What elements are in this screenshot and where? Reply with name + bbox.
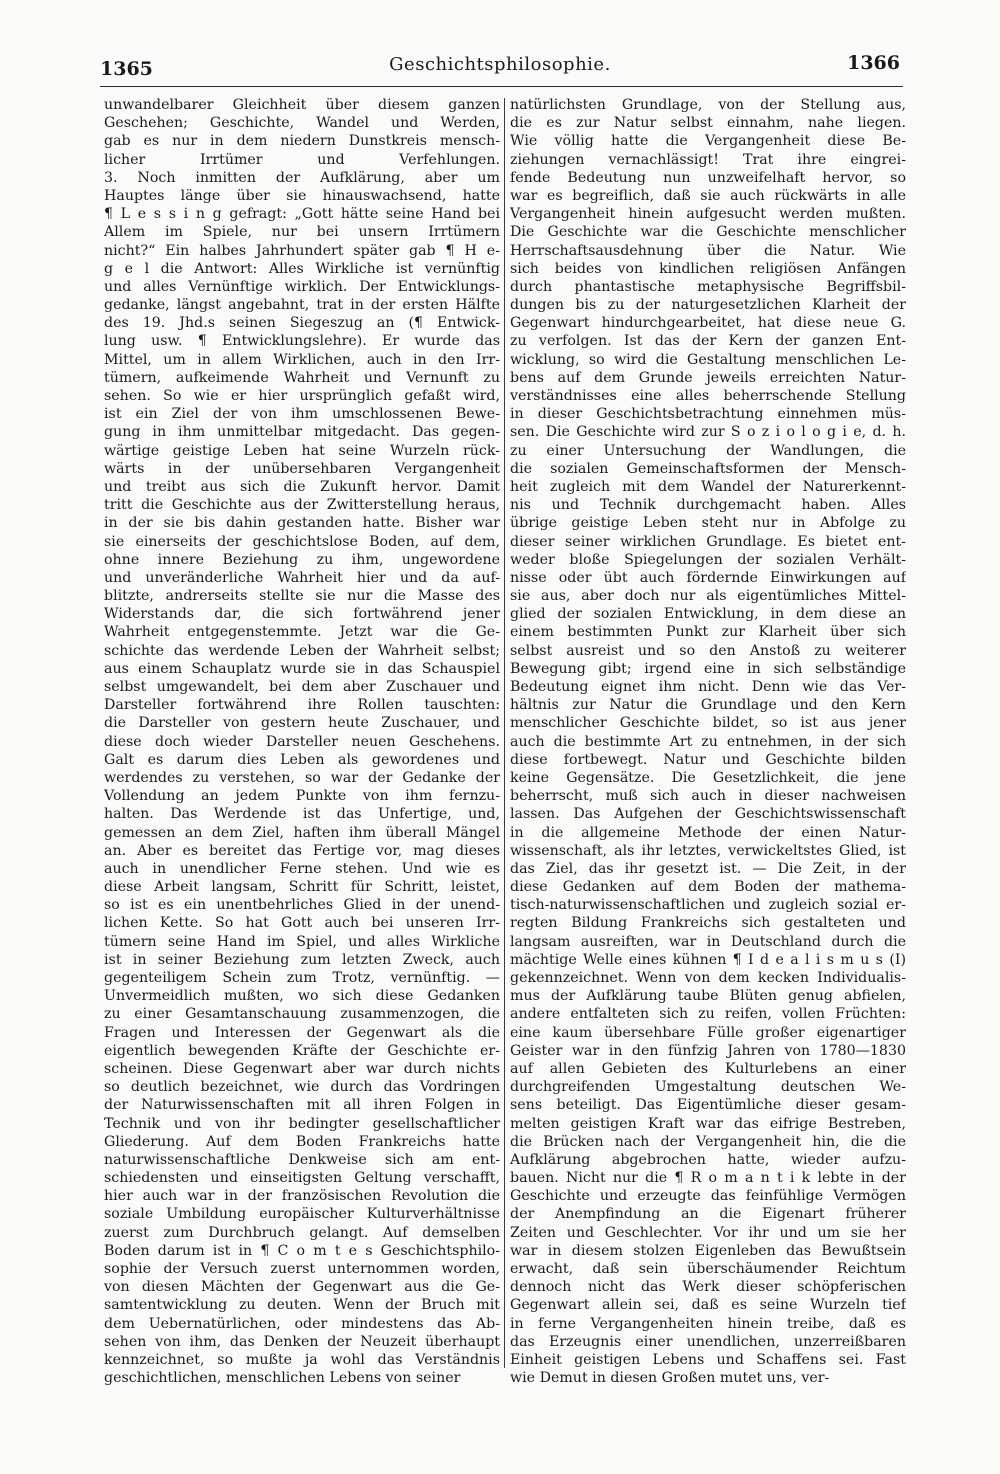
text-line: in ferne Vergangenheiten hinein treibe, daß es	[510, 1315, 906, 1332]
text-line: das Ziel, das ihr gesetzt ist. — Die Zeit, in der	[510, 860, 906, 877]
text-line: die sozialen Gemeinschaftsformen der Mensch-	[510, 460, 906, 477]
text-line: mächtige Welle eines kühnen ¶ I d e a l i s m u s (I)	[510, 951, 906, 968]
text-line: die Brücken nach der Vergangenheit hin, die die	[510, 1133, 906, 1150]
text-line: Gegenwart hindurchgearbeitet, hat diese neue G.	[510, 315, 906, 332]
text-line: wärts in der unübersehbaren Vergangenheit	[104, 460, 500, 477]
text-line: sich beides von kindlichen religiösen Anfängen	[510, 260, 906, 277]
text-line: ist ein Ziel der von ihm umschlossenen Bewe-	[104, 406, 500, 423]
text-line: ziehungen vernachlässigt! Trat ihre eingrei-	[510, 151, 906, 168]
text-line: gemessen an dem Ziel, haften ihm überall Mängel	[104, 824, 500, 841]
text-line: 3. Noch inmitten der Aufklärung, aber um	[104, 169, 500, 186]
text-line: geschichtlichen, menschlichen Lebens von seiner	[104, 1370, 461, 1387]
text-line: eine kaum übersehbare Fülle großer eigenartiger	[510, 1024, 906, 1041]
text-line: gung in ihm unmittelbar mitgedacht. Das gegen-	[104, 424, 500, 441]
text-line: zuerst zum Durchbruch gelangt. Auf demselben	[104, 1224, 500, 1241]
text-line: wissenschaft, als ihr letztes, verwickeltstes Glied, ist	[510, 842, 906, 859]
page-number-left: 1365	[100, 58, 153, 80]
text-line: licher Irrtümer und Verfehlungen.	[104, 151, 500, 168]
text-line: dungen bis zu der naturgesetzlichen Klarheit der	[510, 297, 906, 314]
right-column	[510, 96, 906, 1387]
text-line: diese doch wieder Darsteller neuen Geschehens.	[104, 733, 500, 750]
text-line: in die allgemeine Methode der einen Natur-	[510, 824, 906, 841]
text-line: Hauptes länge über sie hinauswachsend, hatte	[104, 187, 500, 204]
text-line: Die Geschichte war die Geschichte menschlicher	[510, 224, 906, 241]
text-line: und treibt aus sich die Zukunft hervor. Damit	[104, 478, 500, 495]
text-line: und unveränderliche Wahrheit hier und da auf-	[104, 569, 500, 586]
text-line: durch phantastische metaphysische Begriffsbil-	[510, 278, 906, 295]
text-line: Technik und von ihr bedingter gesellschaftlicher	[104, 1115, 500, 1132]
text-line: sens beteiligt. Das Eigentümliche dieser gesam-	[510, 1097, 906, 1114]
text-line: das Erzeugnis einer unendlichen, unzerreißbaren	[510, 1333, 906, 1350]
text-line: selbst umgewandelt, bei dem aber Zuschauer und	[104, 679, 500, 695]
text-line: scheinen. Diese Gegenwart aber war durch nichts	[104, 1060, 500, 1077]
text-line: wie Demut in diesen Großen mutet uns, ver-	[510, 1370, 830, 1387]
text-line: einem bestimmten Punkt zur Klarheit über sich	[510, 624, 906, 641]
text-line: Einheit geistigen Lebens und Schaffens sei. Fast	[510, 1351, 906, 1368]
text-line: fende Bedeutung nun unzweifelhaft hervor, so	[510, 169, 906, 186]
text-line: sen. Die Geschichte wird zur S o z i o l o g i e, d. h.	[510, 424, 906, 441]
text-line: so deutlich bezeichnet, wie durch das Vordringen	[104, 1079, 500, 1096]
text-line: in dieser Geschichtsbetrachtung einnehmen müs-	[510, 406, 906, 423]
text-line: war in diesem stolzen Eigenleben das Bewußtsein	[510, 1242, 906, 1259]
page-header	[100, 52, 900, 82]
text-line: war es begreiflich, daß sie auch rückwärts in alle	[510, 187, 906, 204]
text-line: hältnis zur Natur die Grundlage und den Kern	[510, 697, 906, 714]
text-line: melten geistigen Kraft war das eifrige Bestreben,	[510, 1115, 906, 1132]
text-line: so ist es ein unentbehrliches Glied in der unend-	[104, 897, 500, 914]
text-line: Wahrheit entgegenstemmte. Jetzt war die Ge-	[104, 624, 500, 641]
text-line: sie aus, aber doch nur als eigentümliches Mittel-	[510, 588, 906, 605]
header-rule	[100, 86, 903, 87]
text-line: andere entfalteten sich zu reifen, vollen Früchten:	[510, 1006, 906, 1023]
text-line: wärtige geistige Leben hat seine Wurzeln rück-	[104, 442, 500, 459]
text-line: ohne innere Beziehung zu ihm, ungewordene	[104, 551, 500, 568]
left-column	[104, 96, 500, 1387]
text-line: Geschehen; Geschichte, Wandel und Werden,	[104, 115, 500, 132]
text-line: zu einer Untersuchung der Wandlungen, die	[510, 442, 906, 459]
text-line: schichte das werdende Leben der Wahrheit selbst;	[104, 642, 500, 659]
text-line: heit zugleich mit dem Wandel der Naturerkennt-	[510, 478, 906, 495]
text-line: Bewegung gibt; irgend eine in sich selbständige	[510, 660, 906, 677]
text-line: kennzeichnet, so mußte ja wohl das Verständnis	[104, 1351, 500, 1368]
text-line: gab es nur in dem niedern Dunstkreis mensch-	[104, 133, 500, 150]
text-line: lung usw. ¶ Entwicklungslehre). Er wurde das	[104, 333, 500, 350]
text-line: Geschichte und erzeugte das feinfühlige Vermögen	[510, 1188, 906, 1205]
text-line: menschlicher Geschichte bildet, so ist aus jener	[510, 715, 906, 732]
text-line: beherrscht, muß sich auch in dieser nachweisen	[510, 788, 906, 805]
text-line: zu einer Gesamtanschauung zusammenzogen, die	[104, 1006, 500, 1023]
text-line: die Darsteller von gestern heute Zuschauer, und	[104, 715, 500, 732]
text-line: der Naturwissenschaften mit all ihren Folgen in	[104, 1097, 500, 1114]
text-line: mus der Aufklärung taube Blüten genug abfielen,	[510, 988, 906, 1005]
text-line: gekennzeichnet. Wenn von dem kecken Individualis-	[510, 970, 906, 986]
text-line: dieser seiner wirklichen Grundlage. Es bietet ent-	[510, 533, 906, 550]
text-line: Herrschaftsausdehnung über die Natur. Wie	[510, 242, 906, 259]
text-line: Fragen und Interessen der Gegenwart als die	[104, 1024, 500, 1041]
text-line: in der sie bis dahin gestanden hatte. Bisher war	[104, 515, 500, 532]
text-line: nicht?“ Ein halbes Jahrhundert später gab ¶ H e-	[104, 242, 500, 259]
text-line: sophie der Versuch zuerst unternommen worden,	[104, 1261, 500, 1277]
text-line: natürlichsten Grundlage, von der Stellung aus,	[510, 97, 906, 113]
text-line: Widerstands dar, die sich fortwährend jener	[104, 606, 500, 623]
text-line: sehen von ihm, das Denken der Neuzeit überhaupt	[104, 1333, 500, 1350]
text-line: Boden darum ist in ¶ C o m t e s Geschichtsphilo-	[104, 1242, 500, 1259]
text-line: ist in seiner Beziehung zum letzten Zweck, auch	[104, 951, 500, 968]
text-line: an. Aber es bereitet das Fertige vor, mag dieses	[104, 842, 500, 859]
text-line: auch in unendlicher Ferne stehen. Und wie es	[104, 860, 500, 877]
text-line: Darsteller fortwährend ihre Rollen tauschten:	[104, 697, 500, 714]
text-line: Gegenwart allein sei, daß es seine Wurzeln tief	[510, 1297, 906, 1314]
column-divider	[504, 98, 505, 1368]
text-line: unwandelbarer Gleichheit über diesem ganzen	[104, 97, 500, 113]
text-line: tritt die Geschichte aus der Zwitterstellung heraus,	[104, 497, 500, 514]
text-line: gegenteiligem Schein zum Trotz, vernünftig. —	[104, 970, 500, 986]
text-line: Unvermeidlich mußten, wo sich diese Gedanken	[104, 988, 500, 1005]
text-line: dem Uebernatürlichen, oder mindestens das Ab-	[104, 1315, 500, 1332]
text-line: auf allen Gebieten des Kulturlebens an einer	[510, 1060, 906, 1077]
text-line: schiedensten und einseitigsten Geltung verschafft,	[104, 1170, 500, 1187]
text-line: aus einem Schauplatz wurde sie in das Schauspiel	[104, 660, 500, 677]
text-line: glied der sozialen Entwicklung, in dem diese an	[510, 606, 906, 623]
text-line: hier auch war in der französischen Revolution die	[104, 1188, 500, 1205]
text-line: der Anempfindung an die Eigenart früherer	[510, 1206, 906, 1223]
text-line: selbst ausreist und so den Anstoß zu weiterer	[510, 642, 906, 659]
text-line: bauen. Nicht nur die ¶ R o m a n t i k lebte in der	[510, 1170, 906, 1187]
text-line: Wie völlig hatte die Vergangenheit diese Be-	[510, 133, 906, 150]
text-line: ¶ L e s s i n g gefragt: „Gott hätte seine Hand bei	[104, 206, 500, 223]
text-line: lichen Kette. So hat Gott auch bei unseren Irr-	[104, 915, 500, 932]
text-line: des 19. Jhd.s seinen Siegeszug an (¶ Entwick-	[104, 315, 500, 332]
text-line: die es zur Natur selbst einnahm, nahe liegen.	[510, 115, 906, 132]
running-title: Geschichtsphilosophie.	[389, 54, 611, 75]
text-line: dennoch nicht das Werk dieser schöpferischen	[510, 1279, 906, 1296]
text-line: eigentlich bewegenden Kräfte der Geschichte er-	[104, 1042, 500, 1059]
text-line: nis und Technik durchgemacht haben. Alles	[510, 497, 906, 514]
text-line: g e l die Antwort: Alles Wirkliche ist vernünftig	[104, 260, 500, 277]
text-line: Vergangenheit hinein aufgesucht werden mußten.	[510, 206, 906, 223]
text-line: Gliederung. Auf dem Boden Frankreichs hatte	[104, 1133, 500, 1150]
text-line: Vollendung an jedem Punkte von ihm fernzu-	[104, 788, 500, 805]
text-line: Allem im Spiele, nur bei unsern Irrtümern	[104, 224, 500, 241]
text-line: lassen. Das Aufgehen der Geschichtswissenschaft	[510, 806, 906, 823]
text-line: regten Bildung Frankreichs sich gestalteten und	[510, 915, 906, 932]
text-line: wicklung, so wird die Gestaltung menschlichen Le-	[510, 351, 906, 368]
text-line: durchgreifenden Umgestaltung deutschen We-	[510, 1079, 906, 1096]
text-line: weder bloße Spiegelungen der sozialen Verhält-	[510, 551, 906, 568]
text-line: gedanke, längst angebahnt, trat in der ersten Hälfte	[104, 297, 500, 314]
text-line: naturwissenschaftliche Denkweise sich am ent-	[104, 1151, 500, 1168]
text-line: diese Arbeit langsam, Schritt für Schritt, leistet,	[104, 879, 500, 896]
text-line: keine Gegensätze. Die Gesetzlichkeit, die jene	[510, 769, 906, 786]
text-line: sie einerseits der geschichtslose Boden, auf dem,	[104, 533, 500, 550]
text-line: diese fortbewegt. Natur und Geschichte bilden	[510, 751, 906, 768]
text-line: und alles Vernünftige wirklich. Der Entwicklungs-	[104, 278, 500, 295]
text-line: diese Gedanken auf dem Boden der mathema-	[510, 879, 906, 896]
text-line: Aufklärung abgebrochen hatte, wieder aufzu-	[510, 1151, 906, 1168]
text-line: verständnisses eine alles beherrschende Stellung	[510, 388, 906, 404]
text-line: blitzte, andrerseits stellte sie nur die Masse des	[104, 588, 500, 605]
text-line: soziale Umbildung europäischer Kulturverhältnisse	[104, 1206, 500, 1223]
text-line: werdendes zu verstehen, so war der Gedanke der	[104, 769, 500, 786]
text-line: samtentwicklung zu deuten. Wenn der Bruch mit	[104, 1297, 500, 1314]
text-line: erwacht, daß sein überschäumender Reichtum	[510, 1261, 906, 1277]
text-line: zu verfolgen. Ist das der Kern der ganzen Ent-	[510, 333, 906, 350]
text-line: tümern seine Hand im Spiel, und alles Wirkliche	[104, 933, 500, 950]
text-line: tisch-naturwissenschaftlichen und zugleich sozial er-	[510, 897, 906, 914]
text-line: Mittel, um in allem Wirklichen, auch in den Irr-	[104, 351, 500, 368]
text-line: von diesen Mächten der Gegenwart aus die Ge-	[104, 1279, 500, 1296]
text-line: langsam ausreiften, war in Deutschland durch die	[510, 933, 906, 950]
text-line: bens auf dem Grunde jeweils erreichten Natur-	[510, 369, 906, 386]
text-line: übrige geistige Leben steht nur in Abfolge zu	[510, 515, 906, 532]
text-line: Geister war in den fünfzig Jahren von 1780—1830	[510, 1042, 906, 1059]
text-line: nisse oder übt auch fördernde Einwirkungen auf	[510, 569, 906, 586]
text-line: Galt es darum dies Leben als gewordenes und	[104, 751, 500, 768]
text-line: Bedeutung eignet ihm nicht. Denn wie das Ver-	[510, 679, 906, 695]
text-line: auch die bestimmte Art zu entnehmen, in der sich	[510, 733, 906, 750]
text-line: sehen. So wie er hier ursprünglich gefaßt wird,	[104, 388, 500, 404]
text-line: Zeiten und Geschlechter. Vor ihr und um sie her	[510, 1224, 906, 1241]
text-line: halten. Das Werdende ist das Unfertige, und,	[104, 806, 500, 823]
text-line: tümern, aufkeimende Wahrheit und Vernunft zu	[104, 369, 500, 386]
page-number-right: 1366	[847, 52, 900, 74]
